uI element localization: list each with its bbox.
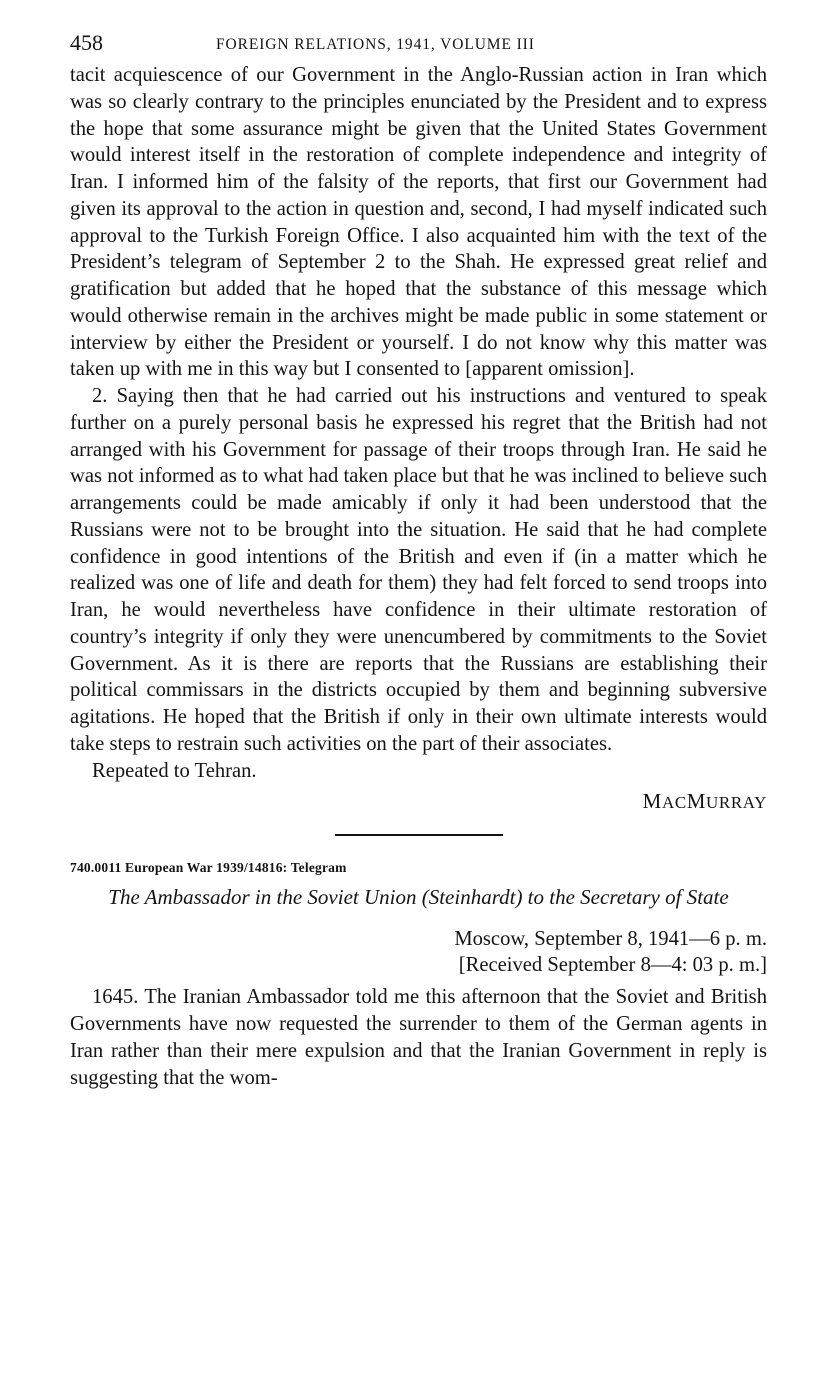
signature: MACMURRAY: [642, 789, 767, 814]
running-title: FOREIGN RELATIONS, 1941, VOLUME III: [216, 36, 535, 53]
paragraph-2: 2. Saying then that he had carried out his instructions and ventured to speak further on a purely personal basis he expressed his regret that the British had not arranged with his Government for passage of their troops through Iran. He said he was not informed as to what had taken place but that he was inclined to believe such arrangements could be made amicably if only it had been understood that the Russians were not to be brought into the situation. He said that he had complete confidence in good intentions of the British and even if (in a matter which he realized was one of life and death for them) they had felt forced to send troops into Iran, he would nevertheless have confidence in their ultimate restoration of country’s integrity if only they were unencumbered by commitments to the Soviet Government. As it is there are reports that the Russians are establishing their political commissars in the districts occupied by them and beginning subversive agitations. He hoped that the British if only in their own ultimate interests would take steps to restrain such activities on the part of their associates.: [70, 385, 767, 755]
file-reference: 740.0011 European War 1939/14816: Telegram: [70, 860, 347, 876]
dateline-sent: Moscow, September 8, 1941—6 p. m.: [454, 928, 767, 951]
document2-body: [70, 984, 767, 1091]
paragraph-repeated: Repeated to Tehran.: [92, 759, 257, 782]
section-divider: [335, 834, 503, 836]
running-header: [70, 28, 767, 62]
dateline-received: [Received September 8—4: 03 p. m.]: [458, 954, 767, 977]
paragraph-1645: 1645. The Iranian Ambassador told me this afternoon that the Soviet and British Governments have now requested the surrender to them of the German agents in Iran rather than their mere expulsion and that the Iranian Government in reply is suggesting that the wom-: [70, 986, 767, 1089]
dateline: [70, 926, 767, 978]
document-page: [70, 28, 767, 1091]
page-number: 458: [70, 30, 103, 55]
paragraph-continuation: tacit acquiescence of our Government in the Anglo-Russian action in Iran which was so clearly contrary to the principles enunciated by the President and to express the hope that some assurance might be given that the United States Government would interest itself in the restoration of complete independence and integrity of Iran. I informed him of the falsity of the reports, that first our Government had given its approval to the action in question and, second, I had myself indicated such approval to the Turkish Foreign Office. I also acquainted him with the text of the President’s telegram of September 2 to the Shah. He expressed great relief and gratification but added that he hoped that the substance of this message which would otherwise remain in the archives might be made public in some statement or interview by either the President or yourself. I do not know why this matter was taken up with me in this way but I consented to [apparent omission].: [70, 64, 767, 381]
document-heading: The Ambassador in the Soviet Union (Steinhardt) to the Secretary of State: [108, 885, 729, 910]
document-body: [70, 62, 767, 784]
